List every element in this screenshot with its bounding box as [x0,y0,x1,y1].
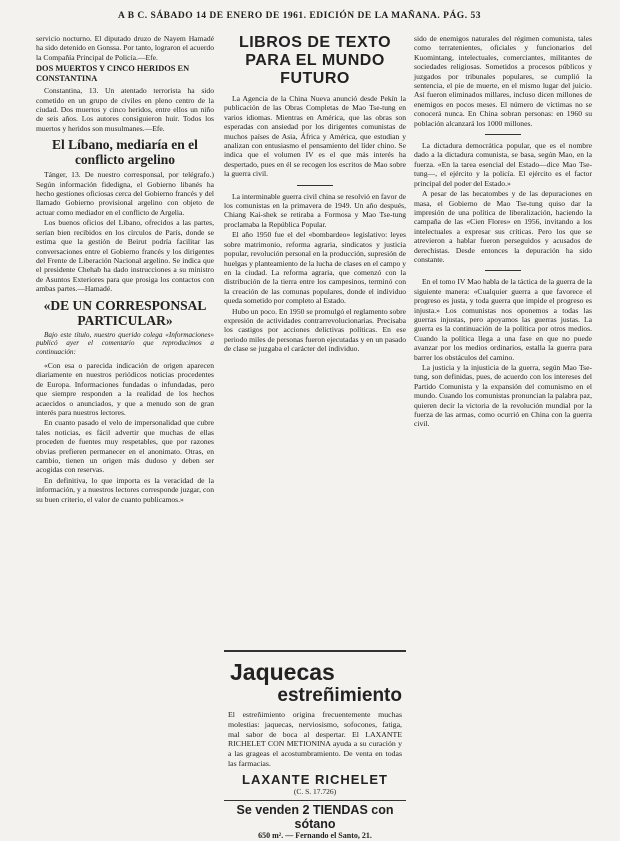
classified-address: 650 m². — Fernando el Santo, 21. [258,830,372,840]
headline-corresponsal: «DE UN CORRESPONSAL PARTICULAR» [43,297,207,328]
article-text: «Con esa o parecida indicación de origen aparecen diariamente en nuestros periódicos noticias procedentes de Europa. Informaciones fundadas o infundadas, pero que siempre responden a la realidad de los hechos acaecidos o anunciados, y que a menudo son de gran interés para nuestros lectores. [36,360,214,417]
article-text: La justicia y la injusticia de la guerra, según Mao Tse-tung, son definidas, pues, de acuerdo con los intereses del Partido Comunista y la expansión del comunismo en el mundo. Cuando los comunistas pronuncian la palabra paz, quieren decir la victoria de la revolución mundial por la fuerza de las armas, como ocurrió en China con la guerra civil. [414,363,592,429]
ad-subheadline: estreñimiento [277,685,402,706]
intro-note: Bajo este título, nuestro querido colega «Informaciones» publicó ayer el comentario que reproducimos a continuación: [36,330,214,357]
article-text: En el tomo IV Mao habla de la táctica de la guerra de la siguiente manera: «Cualquier guerra a que favorece el progreso es justa, y toda guerra que impide el progreso es injusta.» Los comunistas nos oponemos a todas las guerras injustas, pero apoyamos las guerras justas. La guerra es la continuación de la política por otros medios. Cuando la política llega a una fase en que no puede avanzar por los medios ordinarios, estalla la guerra para barrer los obstáculos del camino. [414,277,592,362]
advertisement [224,650,406,838]
article-text: A pesar de las hecatombes y de las depuraciones en masa, el Gobierno de Mao Tse-tung quiso dar la impresión de una política de liberalización, haciendo la campaña de las «Cien Flores» en 1956, invitando a los intelectuales a expresar sus críticas. Pero los que se atrevieron a hablar fueron perseguidos y acusados de derechistas. Desde entonces la depuración ha sido constante. [414,189,592,264]
ad-headline: Jaquecas [230,659,335,685]
divider [485,134,521,135]
article-text: La interminable guerra civil china se resolvió en favor de los comunistas en la primavera de 1949. Un año después, Chiang Kai-shek se retiraba a Formosa y Mao Tse-tung proclamaba la República Popular. [224,191,406,229]
article-text: Constantina, 13. Un atentado terrorista ha sido cometido en un grupo de civiles en pleno centro de la ciudad. Dos muertos y cinco heridos, entre ellos un niño de seis años. Los autores consiguieron huir. Todos los muertos y heridos son musulmanes.—Efe. [36,86,214,133]
ad-brand: LAXANTE RICHELET [242,771,388,787]
article-text: En definitiva, lo que importa es la veracidad de la información, y a nuestros lectores corresponde juzgar, con su buen criterio, el valor de cuanto publicamos.» [36,475,214,504]
divider [224,800,406,801]
classified-sale: Se venden 2 TIENDAS con sótano [236,802,394,831]
headline-libros: LIBROS DE TEXTO PARA EL MUNDO FUTURO [238,34,392,87]
column-right [414,34,592,430]
ad-registration: (C. S. 17.726) [293,786,337,796]
ad-body: El estreñimiento origina frecuentemente muchas molestias: jaquecas, nerviosismo, sofocones, fatiga, mal sabor de boca al despertar. El LAXANTE RICHELET CON METIONINA ayuda a su curación y a las grageas el acostumbramiento. De venta en todas las farmacias. [228,710,402,768]
article-text: En cuanto pasado el velo de impersonalidad que cubre tales noticias, es fácil advertir que muchas de ellas proceden de fuentes muy respetables, que por razones obvias prefieren permanecer en el anonimato. Otras, en cambio, tienen un origen más dudoso y deben ser acogidas con reservas. [36,418,214,475]
divider [297,185,333,186]
divider [485,270,521,271]
article-text: La dictadura democrática popular, que es el nombre dado a la dictadura comunista, se basa, según Mao, en la fuerza. «En la tarea esencial del Estado—dice Mao Tse-tung—, el ejército y la policía. El ejército es el factor principal del poder del Estado.» [414,141,592,188]
page-header: A B C. SÁBADO 14 DE ENERO DE 1961. EDICIÓN DE LA MAÑANA. PÁG. 53 [118,11,481,21]
headline-muertos: DOS MUERTOS Y CINCO HERIDOS EN CONSTANTINA [36,64,190,84]
article-text: sido de enemigos naturales del régimen comunista, tales como terratenientes, oficiales y funcionarios del Kuomintang, intelectuales, comerciantes, militantes de sociedades religiosas. Sometidos a procesos públicos y juzgados por tribunales populares, se cumplió la sentencia, el pie de muerte, en el mismo lugar del juicio. Así fueron eliminados millares, incluso dicen millones de enemigos en pocos meses. El número de víctimas no se conocerá nunca. En China sobran personas: en 1960 su población alcanzará los 1000 millones. [414,34,592,128]
article-text: El año 1950 fue el del «bombardeo» legislativo: leyes sobre matrimonio, reforma agraria, sindicatos y justicia popular, revolución personal en la producción, supresión de huelgas y planteamiento de la lucha de clases en el campo y en la ciudad. La reforma agraria, que comenzó con la distribución de la tierra entre los campesinos, terminó con la creación de las comunas populares, donde el individuo queda sometido por completo al Estado. [224,230,406,306]
column-left [36,34,214,505]
article-text: Los buenos oficios del Líbano, ofrecidos a las partes, serían bien recibidos en los círculos de París, donde se estima que la gestión de Beirut podría facilitar las conversaciones entre el Gobierno francés y los dirigentes del Frente de Liberación Nacional argelino. Se indica que el presidente Chehab ha dado instrucciones a su ministro de Asuntos Exteriores para que prosiga los contactos con ambas partes.—Hamadé. [36,218,214,294]
article-text: servicio nocturno. El diputado druzo de Nayem Hamadé ha sido detenido en Gonssa. Por tanto, lograron el acuerdo la Compañía Principal de Policía.—Efe. [36,34,214,62]
article-text: Tánger, 13. De nuestro corresponsal, por telégrafo.) Según información fidedigna, el Gobierno libanés ha hecho gestiones oficiosas cerca del Gobierno francés y del llamado Gobierno provisional argelino con objeto de actuar como mediador en el conflicto de Argelia. [36,170,214,217]
headline-libano: El Líbano, mediaría en el conflicto argelino [52,137,198,168]
article-text: La Agencia de la China Nueva anunció desde Pekín la publicación de las Obras Completas de Mao Tse-tung en varios idiomas. Mientras en América, que las obras son esperadas con ansiedad por los dirigentes comunistas de muchos países de Asia, África y América, que estudian y analizan con entusiasmo el pensamiento del líder chino. Se indica que el volumen IV es el que más interés ha despertado, pues en él se recogen los escritos de Mao sobre la guerra civil. [224,94,406,179]
article-text: Hubo un poco. En 1950 se promulgó el reglamento sobre expresión de actividades contrarrevolucionarias. Precisaba los castigos por acciones delictivas políticas. En ese periodo miles de personas fueron ejecutadas y en un pasado de clase se juzgaba el carácter del individuo. [224,306,406,354]
column-middle [224,34,406,355]
